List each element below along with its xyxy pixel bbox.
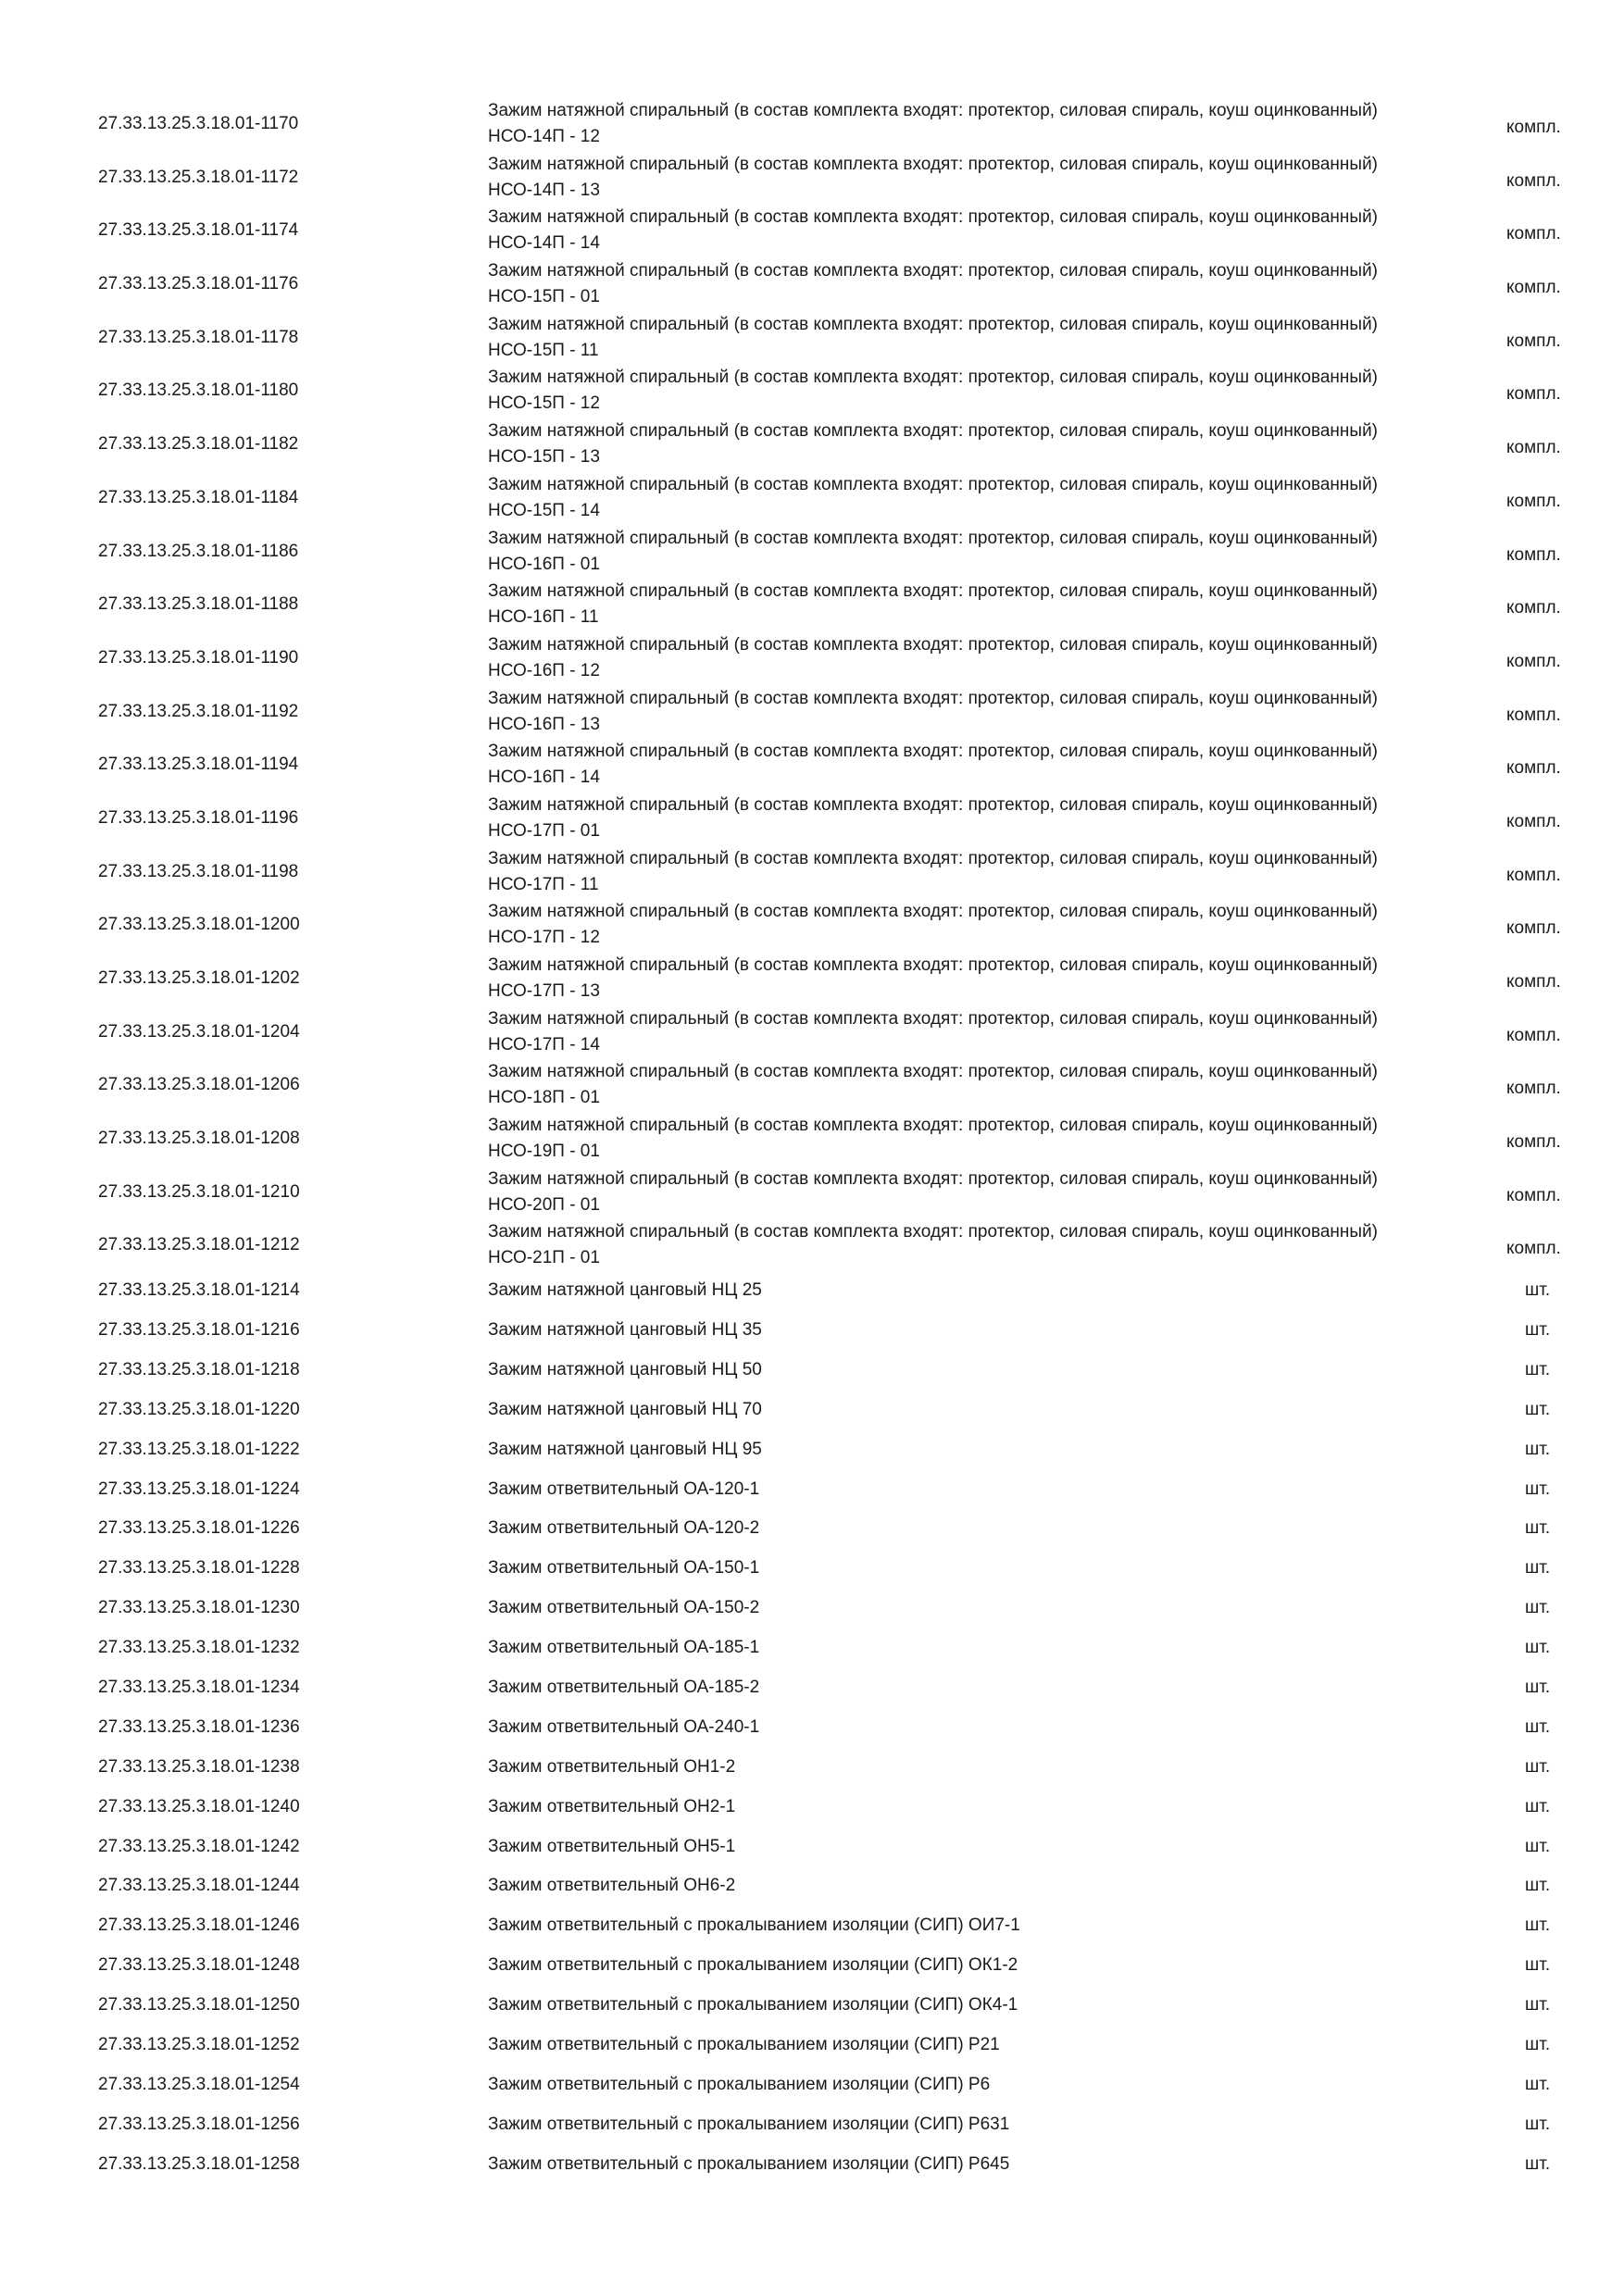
table-row — [0, 418, 1624, 472]
item-unit: компл. — [1506, 1079, 1561, 1099]
item-description: Зажим ответвительный с прокалыванием изоляции (СИП) ОИ7-1 — [488, 1915, 1020, 1936]
item-description: Зажим натяжной спиральный (в состав комплекта входят: протектор, силовая спираль, коуш оцинкованный) НСО-21П - 01 — [488, 1222, 1379, 1268]
item-code: 27.33.13.25.3.18.01-1232 — [98, 1638, 300, 1658]
item-description: Зажим натяжной спиральный (в состав комплекта входят: протектор, силовая спираль, коуш оцинкованный) НСО-14П - 14 — [488, 207, 1379, 254]
item-description: Зажим натяжной цанговый НЦ 50 — [488, 1359, 762, 1379]
table-row — [0, 632, 1624, 686]
table-row — [0, 1630, 1624, 1670]
item-code: 27.33.13.25.3.18.01-1230 — [98, 1598, 300, 1618]
table-row — [0, 1313, 1624, 1353]
item-unit: шт. — [1525, 1915, 1551, 1936]
item-code: 27.33.13.25.3.18.01-1256 — [98, 2114, 300, 2134]
item-unit: компл. — [1506, 918, 1561, 939]
item-code: 27.33.13.25.3.18.01-1202 — [98, 968, 300, 988]
item-unit: компл. — [1506, 118, 1561, 137]
item-unit: компл. — [1506, 1025, 1561, 1045]
table-row — [0, 1710, 1624, 1750]
item-code: 27.33.13.25.3.18.01-1222 — [98, 1439, 300, 1459]
item-unit: шт. — [1525, 2153, 1551, 2174]
item-description: Зажим натяжной спиральный (в состав комплекта входят: протектор, силовая спираль, коуш оцинкованный) НСО-16П - 11 — [488, 581, 1379, 628]
item-description: Зажим натяжной цанговый НЦ 35 — [488, 1320, 762, 1341]
item-unit: компл. — [1506, 438, 1561, 458]
item-description: Зажим натяжной спиральный (в состав комплекта входят: протектор, силовая спираль, коуш оцинкованный) НСО-15П - 12 — [488, 368, 1379, 414]
item-code: 27.33.13.25.3.18.01-1182 — [98, 434, 299, 455]
item-description: Зажим натяжной спиральный (в состав комплекта входят: протектор, силовая спираль, коуш оцинкованный) НСО-15П - 11 — [488, 314, 1379, 360]
item-unit: компл. — [1506, 170, 1561, 191]
item-unit: шт. — [1525, 1359, 1551, 1379]
item-code: 27.33.13.25.3.18.01-1258 — [98, 2153, 300, 2174]
table-row — [0, 365, 1624, 418]
item-code: 27.33.13.25.3.18.01-1242 — [98, 1836, 300, 1856]
item-unit: компл. — [1506, 224, 1561, 244]
item-description: Зажим ответвительный ОН1-2 — [488, 1756, 736, 1777]
item-unit: компл. — [1506, 1239, 1561, 1259]
item-code: 27.33.13.25.3.18.01-1218 — [98, 1359, 300, 1379]
item-unit: шт. — [1525, 1558, 1551, 1578]
item-description: Зажим натяжной цанговый НЦ 70 — [488, 1399, 762, 1419]
table-row — [0, 1750, 1624, 1790]
item-unit: компл. — [1506, 865, 1561, 885]
item-description: Зажим ответвительный ОА-120-2 — [488, 1518, 760, 1539]
table-row — [0, 1868, 1624, 1908]
table-row — [0, 1948, 1624, 1988]
item-unit: компл. — [1506, 491, 1561, 511]
item-description: Зажим натяжной спиральный (в состав комплекта входят: протектор, силовая спираль, коуш оцинкованный) НСО-14П - 13 — [488, 154, 1379, 200]
item-code: 27.33.13.25.3.18.01-1248 — [98, 1955, 300, 1976]
table-row — [0, 1829, 1624, 1869]
item-code: 27.33.13.25.3.18.01-1250 — [98, 1995, 300, 2015]
item-unit: компл. — [1506, 705, 1561, 725]
item-code: 27.33.13.25.3.18.01-1194 — [98, 755, 299, 775]
item-unit: шт. — [1525, 2035, 1551, 2055]
item-unit: шт. — [1525, 1836, 1551, 1856]
table-row — [0, 1591, 1624, 1630]
item-unit: шт. — [1525, 1678, 1551, 1698]
item-unit: шт. — [1525, 2114, 1551, 2134]
table-row — [0, 526, 1624, 580]
table-row — [0, 1511, 1624, 1551]
item-description: Зажим ответвительный ОА-120-1 — [488, 1479, 760, 1499]
item-code: 27.33.13.25.3.18.01-1186 — [98, 541, 299, 561]
item-description: Зажим ответвительный ОН2-1 — [488, 1796, 736, 1816]
item-code: 27.33.13.25.3.18.01-1210 — [98, 1181, 300, 1202]
item-code: 27.33.13.25.3.18.01-1198 — [98, 861, 299, 881]
table-row — [0, 2107, 1624, 2147]
item-description: Зажим ответвительный с прокалыванием изоляции (СИП) Р21 — [488, 2035, 1000, 2055]
item-code: 27.33.13.25.3.18.01-1240 — [98, 1796, 300, 1816]
item-code: 27.33.13.25.3.18.01-1214 — [98, 1280, 300, 1301]
item-code: 27.33.13.25.3.18.01-1200 — [98, 915, 300, 935]
table-row — [0, 686, 1624, 740]
item-description: Зажим ответвительный с прокалыванием изоляции (СИП) ОК4-1 — [488, 1995, 1018, 2015]
table-row — [0, 953, 1624, 1006]
item-code: 27.33.13.25.3.18.01-1184 — [98, 487, 299, 507]
item-unit: компл. — [1506, 1132, 1561, 1153]
item-description: Зажим натяжной спиральный (в состав комплекта входят: протектор, силовая спираль, коуш оцинкованный) НСО-16П - 12 — [488, 634, 1379, 680]
table-row — [0, 792, 1624, 846]
item-description: Зажим натяжной спиральный (в состав комплекта входят: протектор, силовая спираль, коуш оцинкованный) НСО-15П - 01 — [488, 261, 1379, 307]
item-description: Зажим натяжной спиральный (в состав комплекта входят: протектор, силовая спираль, коуш оцинкованный) НСО-17П - 14 — [488, 1008, 1379, 1054]
item-unit: компл. — [1506, 1185, 1561, 1205]
item-code: 27.33.13.25.3.18.01-1188 — [98, 594, 299, 615]
item-description: Зажим натяжной цанговый НЦ 95 — [488, 1439, 762, 1459]
table-row — [0, 1059, 1624, 1113]
item-code: 27.33.13.25.3.18.01-1204 — [98, 1021, 300, 1042]
table-row — [0, 846, 1624, 900]
table-row — [0, 98, 1624, 152]
item-unit: компл. — [1506, 278, 1561, 298]
item-unit: компл. — [1506, 972, 1561, 992]
item-description: Зажим натяжной спиральный (в состав комплекта входят: протектор, силовая спираль, коуш оцинкованный) НСО-14П - 12 — [488, 101, 1379, 146]
table-row — [0, 205, 1624, 258]
table-row — [0, 1219, 1624, 1273]
item-code: 27.33.13.25.3.18.01-1176 — [98, 274, 299, 294]
item-code: 27.33.13.25.3.18.01-1212 — [98, 1235, 300, 1255]
item-unit: шт. — [1525, 2074, 1551, 2094]
item-code: 27.33.13.25.3.18.01-1238 — [98, 1756, 300, 1777]
item-unit: шт. — [1525, 1280, 1551, 1301]
table-row — [0, 739, 1624, 792]
item-code: 27.33.13.25.3.18.01-1216 — [98, 1320, 300, 1341]
item-unit: шт. — [1525, 1638, 1551, 1658]
item-unit: компл. — [1506, 598, 1561, 618]
item-description: Зажим натяжной спиральный (в состав комплекта входят: протектор, силовая спираль, коуш оцинкованный) НСО-16П - 13 — [488, 688, 1379, 734]
item-code: 27.33.13.25.3.18.01-1252 — [98, 2035, 300, 2055]
item-unit: шт. — [1525, 1479, 1551, 1499]
table-row — [0, 2147, 1624, 2187]
item-code: 27.33.13.25.3.18.01-1208 — [98, 1129, 300, 1149]
table-row — [0, 579, 1624, 632]
item-description: Зажим натяжной спиральный (в состав комплекта входят: протектор, силовая спираль, коуш оцинкованный) НСО-18П - 01 — [488, 1062, 1379, 1108]
table-row — [0, 899, 1624, 953]
item-unit: компл. — [1506, 811, 1561, 831]
item-unit: компл. — [1506, 651, 1561, 671]
item-description: Зажим натяжной спиральный (в состав комплекта входят: протектор, силовая спираль, коуш оцинкованный) НСО-17П - 13 — [488, 955, 1379, 1001]
item-description: Зажим ответвительный ОН5-1 — [488, 1836, 736, 1856]
item-description: Зажим ответвительный ОА-185-1 — [488, 1638, 760, 1658]
item-code: 27.33.13.25.3.18.01-1180 — [98, 381, 299, 401]
item-description: Зажим ответвительный с прокалыванием изоляции (СИП) Р631 — [488, 2114, 1010, 2134]
item-unit: шт. — [1525, 1439, 1551, 1459]
item-code: 27.33.13.25.3.18.01-1172 — [98, 167, 299, 187]
item-description: Зажим ответвительный с прокалыванием изоляции (СИП) Р645 — [488, 2153, 1010, 2174]
item-code: 27.33.13.25.3.18.01-1244 — [98, 1876, 300, 1896]
item-unit: шт. — [1525, 1796, 1551, 1816]
item-description: Зажим натяжной спиральный (в состав комплекта входят: протектор, силовая спираль, коуш оцинкованный) НСО-16П - 14 — [488, 742, 1379, 788]
item-code: 27.33.13.25.3.18.01-1196 — [98, 807, 299, 828]
item-code: 27.33.13.25.3.18.01-1220 — [98, 1399, 300, 1419]
item-code: 27.33.13.25.3.18.01-1170 — [98, 114, 299, 133]
item-description: Зажим натяжной спиральный (в состав комплекта входят: протектор, силовая спираль, коуш оцинкованный) НСО-19П - 01 — [488, 1116, 1379, 1162]
item-unit: шт. — [1525, 1598, 1551, 1618]
item-code: 27.33.13.25.3.18.01-1236 — [98, 1716, 300, 1737]
item-unit: компл. — [1506, 544, 1561, 565]
item-code: 27.33.13.25.3.18.01-1174 — [98, 220, 299, 241]
item-code: 27.33.13.25.3.18.01-1190 — [98, 647, 299, 668]
item-unit: компл. — [1506, 384, 1561, 405]
table-row — [0, 472, 1624, 526]
table-row — [0, 1670, 1624, 1710]
item-unit: шт. — [1525, 1955, 1551, 1976]
item-description: Зажим ответвительный ОА-185-2 — [488, 1678, 760, 1698]
item-code: 27.33.13.25.3.18.01-1206 — [98, 1075, 300, 1095]
table-row — [0, 1988, 1624, 2028]
item-description: Зажим натяжной спиральный (в состав комплекта входят: протектор, силовая спираль, коуш оцинкованный) НСО-17П - 12 — [488, 902, 1379, 948]
item-description: Зажим натяжной спиральный (в состав комплекта входят: протектор, силовая спираль, коуш оцинкованный) НСО-15П - 14 — [488, 474, 1379, 520]
item-code: 27.33.13.25.3.18.01-1246 — [98, 1915, 300, 1936]
table-row — [0, 1908, 1624, 1948]
item-description: Зажим натяжной спиральный (в состав комплекта входят: протектор, силовая спираль, коуш оцинкованный) НСО-17П - 01 — [488, 794, 1379, 841]
table-row — [0, 1167, 1624, 1220]
item-code: 27.33.13.25.3.18.01-1178 — [98, 327, 299, 347]
item-code: 27.33.13.25.3.18.01-1226 — [98, 1518, 300, 1539]
item-description: Зажим ответвительный ОН6-2 — [488, 1876, 736, 1896]
table-row — [0, 1551, 1624, 1591]
item-description: Зажим натяжной спиральный (в состав комплекта входят: протектор, силовая спираль, коуш оцинкованный) НСО-15П - 13 — [488, 421, 1379, 468]
item-description: Зажим ответвительный с прокалыванием изоляции (СИП) ОК1-2 — [488, 1955, 1018, 1976]
price-list-table — [0, 98, 1624, 2187]
item-description: Зажим натяжной спиральный (в состав комплекта входят: протектор, силовая спираль, коуш оцинкованный) НСО-16П - 01 — [488, 528, 1379, 574]
item-description: Зажим ответвительный с прокалыванием изоляции (СИП) Р6 — [488, 2074, 991, 2094]
table-row — [0, 1432, 1624, 1472]
table-row — [0, 2028, 1624, 2067]
item-unit: компл. — [1506, 331, 1561, 351]
item-code: 27.33.13.25.3.18.01-1254 — [98, 2074, 300, 2094]
table-row — [0, 2067, 1624, 2107]
table-row — [0, 1353, 1624, 1392]
item-description: Зажим ответвительный ОА-240-1 — [488, 1716, 760, 1737]
item-code: 27.33.13.25.3.18.01-1192 — [98, 701, 299, 721]
table-row — [0, 1472, 1624, 1512]
item-unit: шт. — [1525, 1995, 1551, 2015]
table-row — [0, 1113, 1624, 1167]
item-description: Зажим натяжной спиральный (в состав комплекта входят: протектор, силовая спираль, коуш оцинкованный) НСО-17П - 11 — [488, 848, 1379, 894]
table-row — [0, 1392, 1624, 1432]
item-unit: шт. — [1525, 1518, 1551, 1539]
table-row — [0, 312, 1624, 366]
item-description: Зажим ответвительный ОА-150-1 — [488, 1558, 760, 1578]
table-row — [0, 1273, 1624, 1313]
item-code: 27.33.13.25.3.18.01-1224 — [98, 1479, 300, 1499]
item-unit: шт. — [1525, 1876, 1551, 1896]
table-row — [0, 258, 1624, 312]
item-code: 27.33.13.25.3.18.01-1228 — [98, 1558, 300, 1578]
table-row — [0, 152, 1624, 206]
item-description: Зажим натяжной цанговый НЦ 25 — [488, 1280, 762, 1301]
item-unit: шт. — [1525, 1756, 1551, 1777]
item-description: Зажим натяжной спиральный (в состав комплекта входят: протектор, силовая спираль, коуш оцинкованный) НСО-20П - 01 — [488, 1168, 1379, 1215]
item-code: 27.33.13.25.3.18.01-1234 — [98, 1678, 300, 1698]
table-row — [0, 1790, 1624, 1829]
item-unit: шт. — [1525, 1320, 1551, 1341]
table-row — [0, 1006, 1624, 1060]
item-unit: шт. — [1525, 1716, 1551, 1737]
item-description: Зажим ответвительный ОА-150-2 — [488, 1598, 760, 1618]
item-unit: шт. — [1525, 1399, 1551, 1419]
item-unit: компл. — [1506, 758, 1561, 779]
